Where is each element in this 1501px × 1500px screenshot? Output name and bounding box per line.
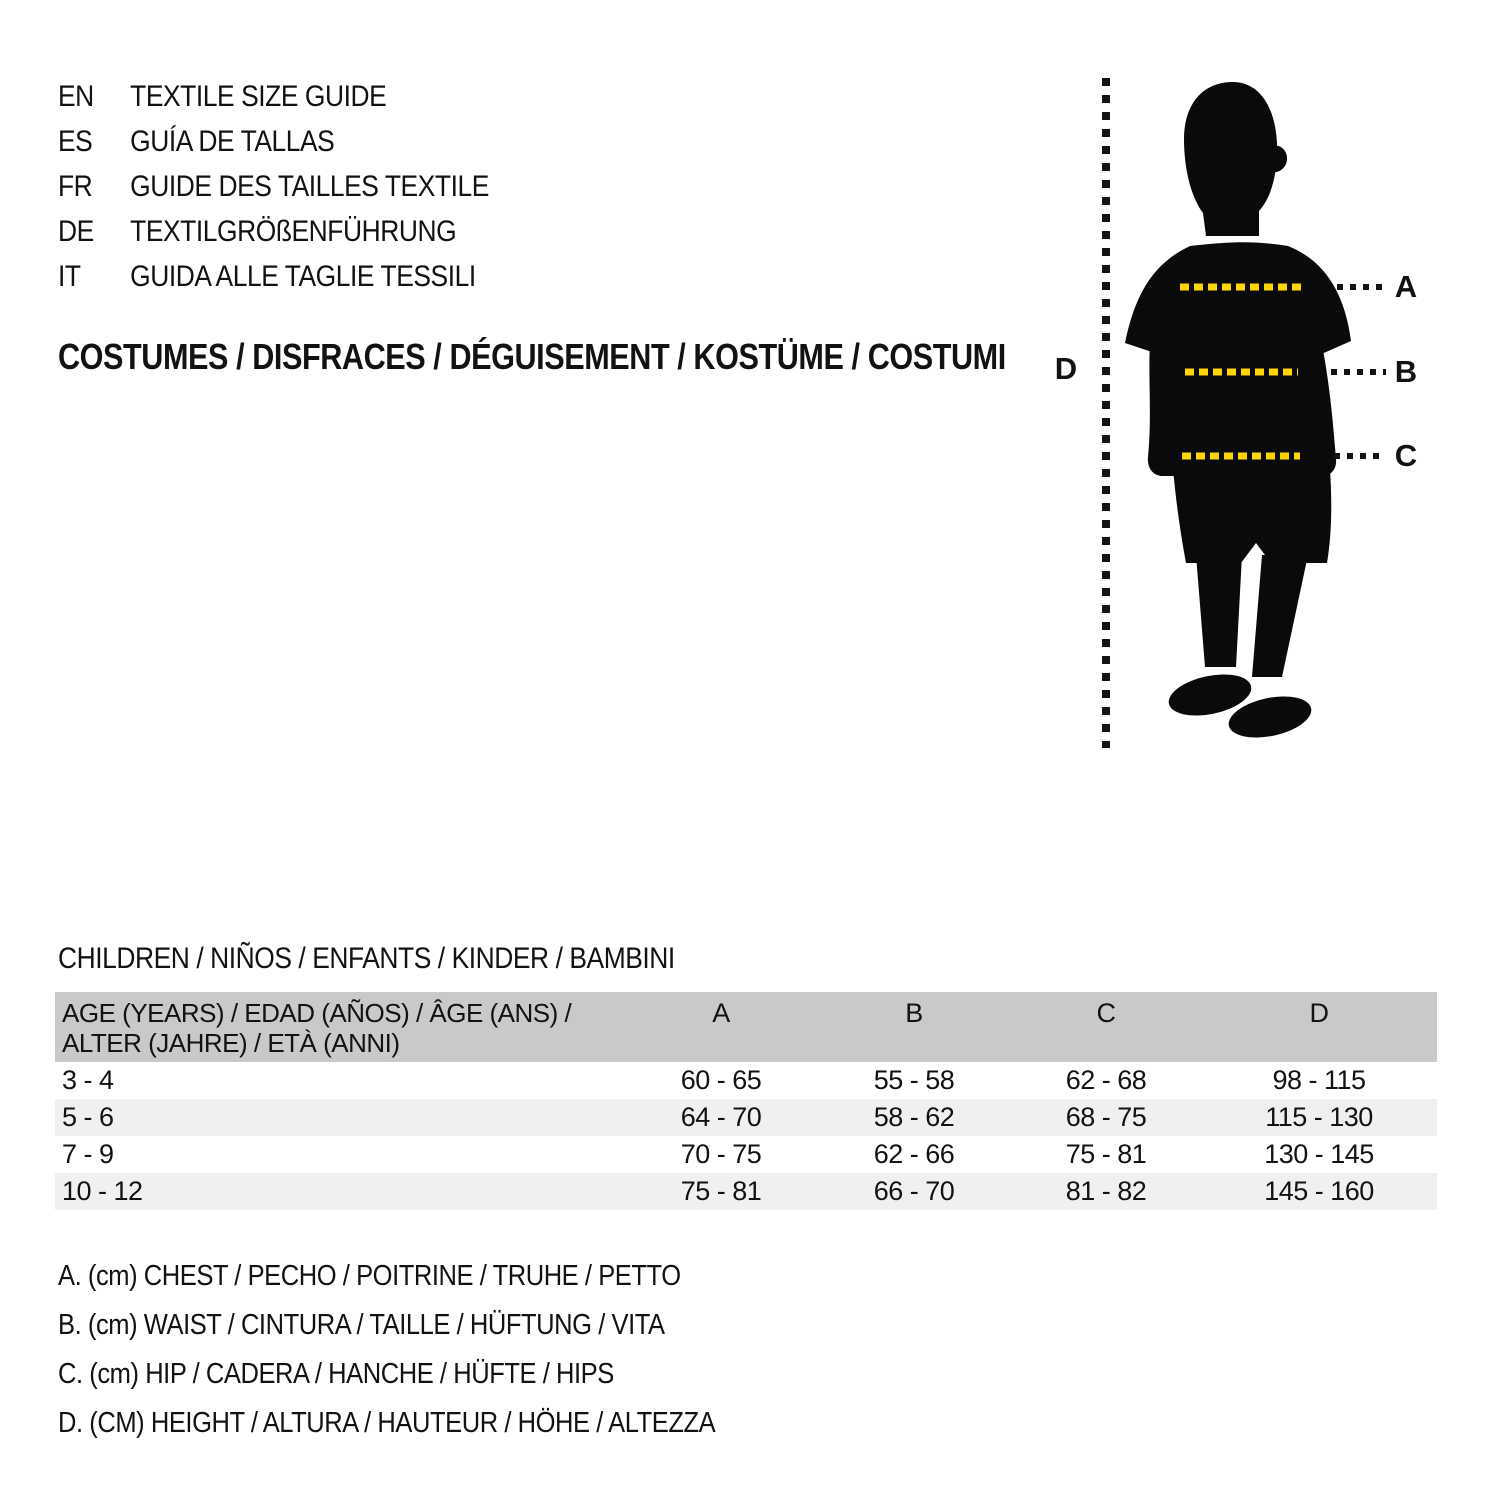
- lang-code: EN: [58, 79, 94, 113]
- legend-hip: C. (cm) HIP / CADERA / HANCHE / HÜFTE / HIPS: [58, 1358, 614, 1390]
- lang-code: DE: [58, 214, 94, 248]
- legend-waist: B. (cm) WAIST / CINTURA / TAILLE / HÜFTUNG / VITA: [58, 1309, 665, 1341]
- size-table: [55, 992, 1437, 1210]
- hip-cell: 62 - 68: [1065, 1065, 1147, 1095]
- lang-title: TEXTILE SIZE GUIDE: [130, 79, 387, 113]
- child-silhouette: [1125, 82, 1351, 744]
- measure-label-waist: B: [1394, 354, 1418, 389]
- height-cell: 115 - 130: [1265, 1102, 1373, 1132]
- table-row: [55, 1173, 1437, 1210]
- hip-cell: 75 - 81: [1065, 1139, 1147, 1169]
- hip-cell: 81 - 82: [1065, 1176, 1147, 1206]
- lang-row-it: [58, 254, 489, 299]
- chest-cell: 70 - 75: [680, 1139, 762, 1169]
- table-row: [55, 1099, 1437, 1136]
- column-header-c: C: [1096, 998, 1116, 1028]
- legend-chest: A. (cm) CHEST / PECHO / POITRINE / TRUHE / PETTO: [58, 1260, 681, 1292]
- age-cell: 7 - 9: [62, 1139, 114, 1169]
- column-header-b: B: [905, 998, 923, 1028]
- age-header-line1: AGE (YEARS) / EDAD (AÑOS) / ÂGE (ANS) /: [62, 998, 572, 1028]
- measurement-figure-graphic: [1040, 55, 1500, 775]
- chest-cell: 64 - 70: [680, 1102, 762, 1132]
- age-header-line2: ALTER (JAHRE) / ETÀ (ANNI): [62, 1028, 400, 1058]
- language-title-list: [58, 74, 548, 299]
- age-cell: 3 - 4: [62, 1065, 114, 1095]
- lang-row-en: [58, 74, 489, 119]
- chest-cell: 75 - 81: [680, 1176, 762, 1206]
- measure-label-hip: C: [1394, 438, 1418, 473]
- lang-title: TEXTILGRÖßENFÜHRUNG: [130, 214, 457, 248]
- measurement-legend: [58, 1252, 715, 1448]
- lang-title: GUIDE DES TAILLES TEXTILE: [130, 169, 489, 203]
- column-header-a: A: [712, 998, 730, 1028]
- size-table-header-row: [55, 992, 1437, 1062]
- chest-cell: 60 - 65: [680, 1065, 762, 1095]
- legend-height: D. (CM) HEIGHT / ALTURA / HAUTEUR / HÖHE / ALTEZZA: [58, 1407, 716, 1439]
- lang-title: GUÍA DE TALLAS: [130, 124, 335, 158]
- column-header-d: D: [1309, 998, 1329, 1028]
- height-cell: 145 - 160: [1264, 1176, 1374, 1206]
- size-table-heading: CHILDREN / NIÑOS / ENFANTS / KINDER / BAMBINI: [58, 942, 675, 975]
- waist-cell: 62 - 66: [873, 1139, 955, 1169]
- lang-row-es: [58, 119, 489, 164]
- age-cell: 5 - 6: [62, 1102, 114, 1132]
- lang-code: IT: [58, 259, 81, 293]
- age-column-header: [55, 992, 625, 1062]
- measure-label-chest: A: [1394, 269, 1418, 304]
- table-row: [55, 1062, 1437, 1099]
- waist-cell: 58 - 62: [873, 1102, 955, 1132]
- waist-cell: 66 - 70: [873, 1176, 955, 1206]
- silhouette-left-leg: [1196, 555, 1242, 667]
- age-cell: 10 - 12: [62, 1176, 143, 1206]
- lang-title: GUIDA ALLE TAGLIE TESSILI: [130, 259, 476, 293]
- silhouette-head: [1184, 82, 1277, 236]
- hip-cell: 68 - 75: [1065, 1102, 1147, 1132]
- child-measurement-figure: [1040, 55, 1500, 775]
- height-cell: 130 - 145: [1264, 1139, 1374, 1169]
- silhouette-right-leg: [1252, 555, 1308, 677]
- silhouette-ear: [1268, 145, 1287, 172]
- waist-cell: 55 - 58: [873, 1065, 955, 1095]
- lang-code: FR: [58, 169, 93, 203]
- height-cell: 98 - 115: [1272, 1065, 1366, 1095]
- lang-row-fr: [58, 164, 489, 209]
- silhouette-shorts: [1173, 469, 1331, 563]
- table-row: [55, 1136, 1437, 1173]
- silhouette-shirt: [1125, 242, 1351, 356]
- measure-label-height: D: [1054, 351, 1078, 386]
- lang-row-de: [58, 209, 489, 254]
- lang-code: ES: [58, 124, 93, 158]
- category-heading: COSTUMES / DISFRACES / DÉGUISEMENT / KOSTÜME / COSTUMI: [58, 336, 1006, 377]
